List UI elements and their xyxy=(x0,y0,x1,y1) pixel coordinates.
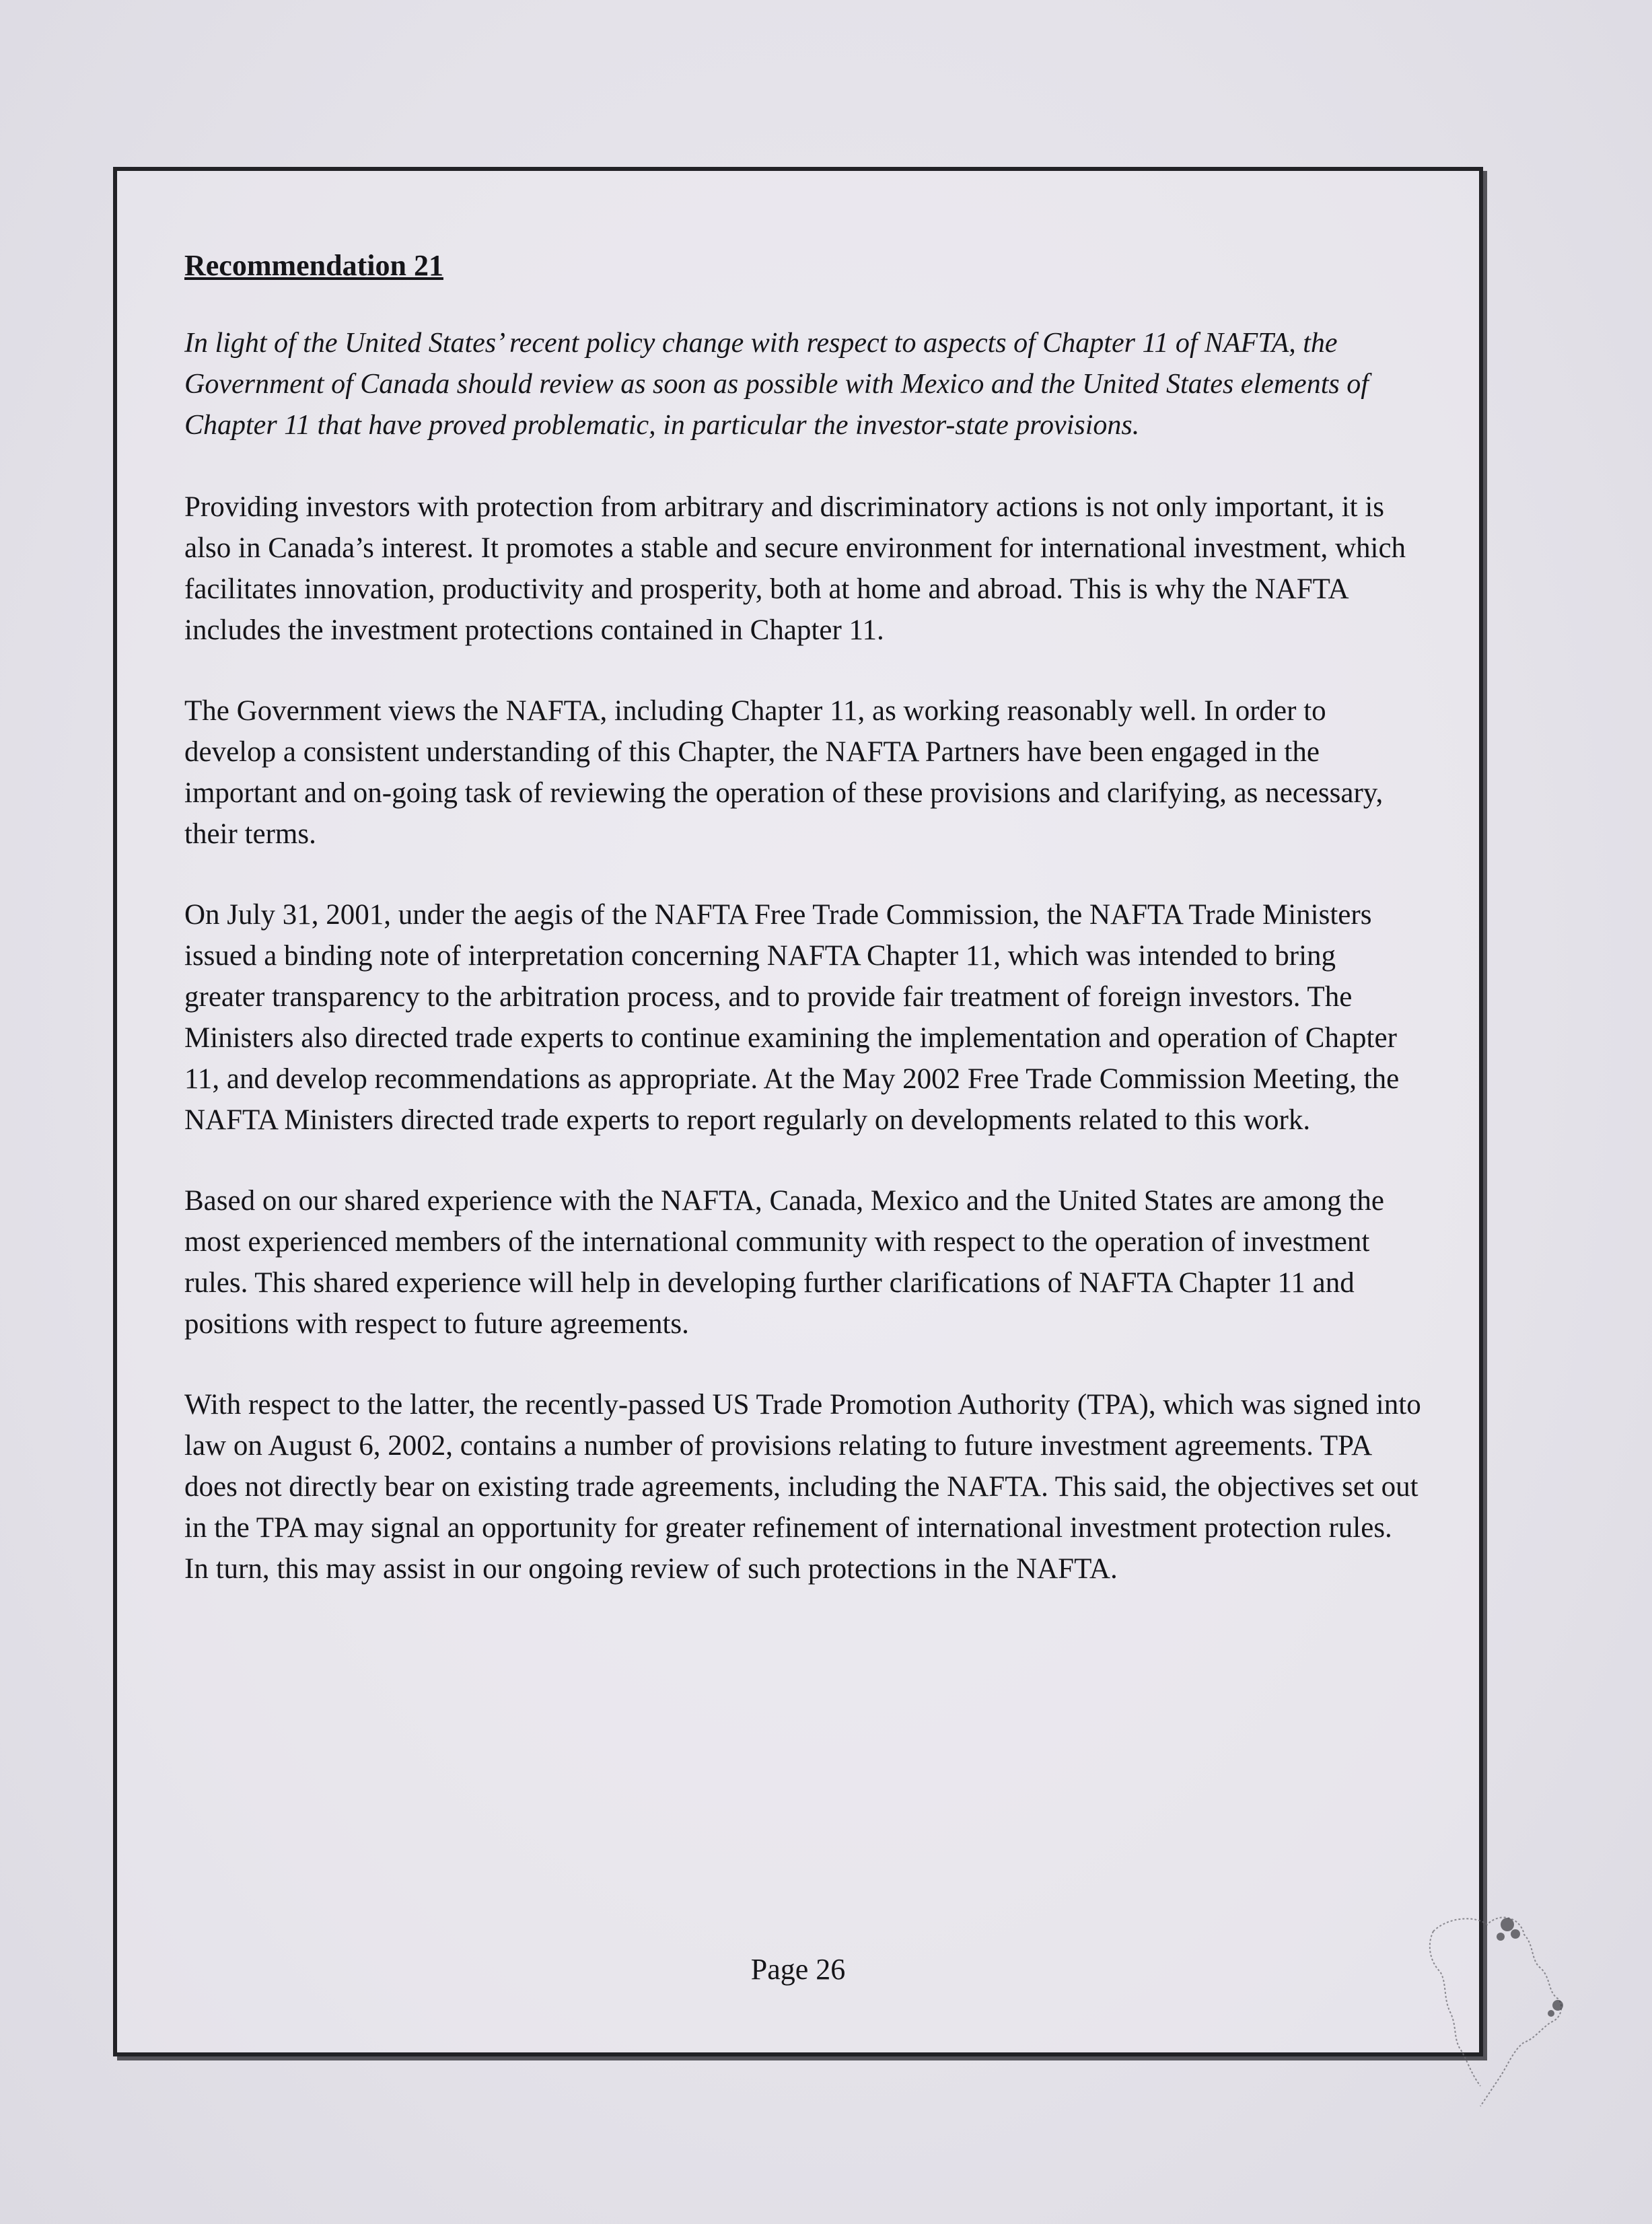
section-heading: Recommendation 21 xyxy=(184,249,443,282)
recommendation-text: In light of the United States’ recent policy change with respect to aspects of Chapter 11 of NAFTA, the Government of Canada should review as soon as possible with Mexico and the United States elements of Chapter 11 that have proved problematic, in particular the investor-state provisions. xyxy=(184,328,1369,441)
north-america-map-icon xyxy=(1406,1904,1588,2120)
page-number: Page 26 xyxy=(750,1953,846,1986)
body-paragraph-2: The Government views the NAFTA, including Chapter 11, as working reasonably well. In order to develop a consistent understanding of this Chapter, the NAFTA Partners have been engaged in the important and on-going task of reviewing the operation of these provisions and clarifying, as necessary, their terms. xyxy=(184,695,1384,850)
document-frame xyxy=(113,167,1483,2056)
body-paragraph-5: With respect to the latter, the recently-passed US Trade Promotion Authority (TPA), which was signed into law on August 6, 2002, contains a number of provisions relating to future investment agreements. TPA does not directly bear on existing trade agreements, including the NAFTA. This said, the objectives set out in the TPA may signal an opportunity for greater refinement of international investment protection rules. In turn, this may assist in our ongoing review of such protections in the NAFTA. xyxy=(184,1389,1421,1585)
body-paragraph-3: On July 31, 2001, under the aegis of the NAFTA Free Trade Commission, the NAFTA Trade Ministers issued a binding note of interpretation concerning NAFTA Chapter 11, which was intended to bring greater transparency to the arbitration process, and to provide fair treatment of foreign investors. The Ministers also directed trade experts to continue examining the implementation and operation of Chapter 11, and develop recommendations as appropriate. At the May 2002 Free Trade Commission Meeting, the NAFTA Ministers directed trade experts to report regularly on developments related to this work. xyxy=(184,899,1400,1136)
document-content xyxy=(184,246,1423,1629)
body-paragraph-1: Providing investors with protection from arbitrary and discriminatory actions is not only important, it is also in Canada’s interest. It promotes a stable and secure environment for international investment, which facilitates innovation, productivity and prosperity, both at home and abroad. This is why the NAFTA includes the investment protections contained in Chapter 11. xyxy=(184,491,1406,646)
body-paragraph-4: Based on our shared experience with the NAFTA, Canada, Mexico and the United States are among the most experienced members of the international community with respect to the operation of investment rules. This shared experience will help in developing further clarifications of NAFTA Chapter 11 and positions with respect to future agreements. xyxy=(184,1185,1384,1340)
